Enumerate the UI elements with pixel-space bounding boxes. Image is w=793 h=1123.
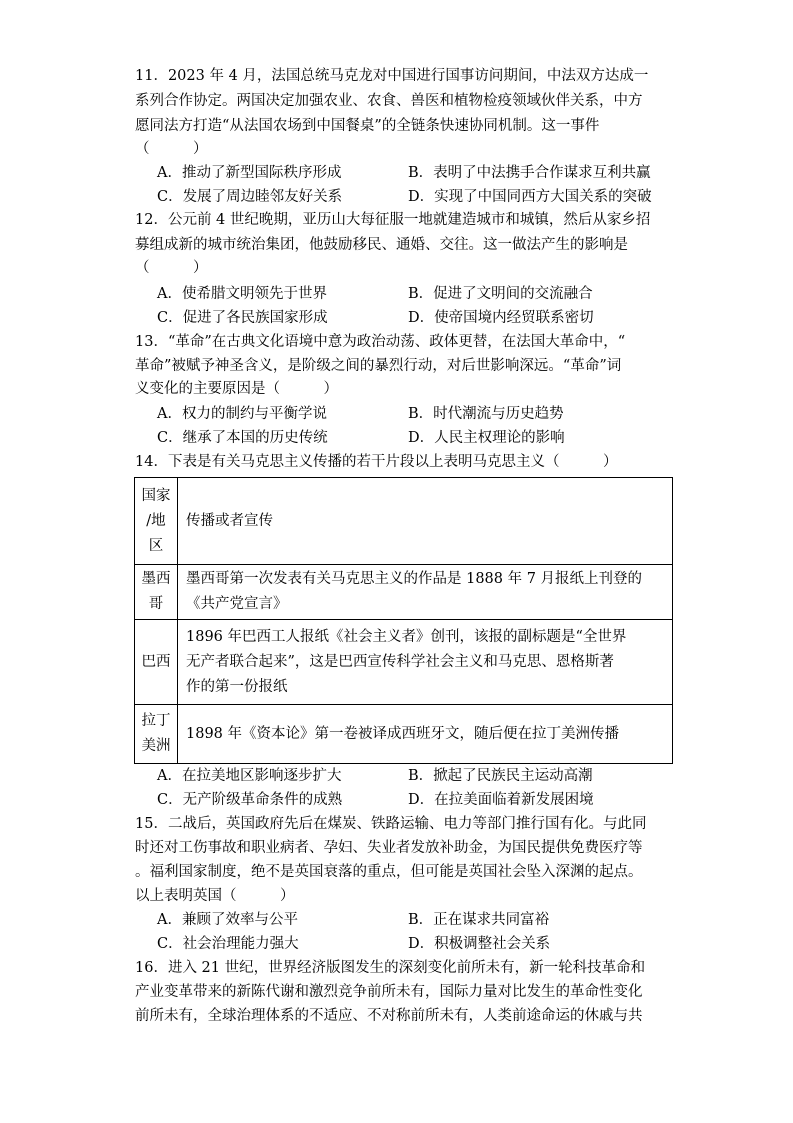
q14-option-a: A．在拉美地区影响逐步扩大	[157, 768, 342, 784]
q15-option-c: C．社会治理能力强大	[157, 936, 299, 952]
q13-line-1: 13．“革命”在古典文化语境中意为政治动荡、政体更替，在法国大革命中，“	[135, 334, 626, 350]
content-text: 1898 年《资本论》第一卷被译成西班牙文，随后便在拉丁美洲传播	[186, 725, 620, 742]
region-text: 美洲	[141, 738, 171, 754]
row-region-mexico	[135, 565, 178, 620]
q14-option-b: B．掀起了民族民主运动高潮	[408, 768, 593, 784]
q12-option-b: B．促进了文明间的交流融合	[408, 286, 593, 302]
q13-option-a: A．权力的制约与平衡学说	[157, 406, 327, 422]
table-header-region	[135, 478, 178, 565]
q14-option-c: C．无产阶级革命条件的成熟	[157, 792, 343, 808]
region-text: 拉丁	[141, 713, 171, 729]
q11-option-b: B．表明了中法携手合作谋求互利共赢	[408, 165, 651, 181]
marxism-spread-table	[134, 477, 673, 764]
q12-line-1: 12．公元前 4 世纪晚期，亚历山大每征服一地就建造城市和城镇，然后从家乡招	[135, 212, 651, 228]
q11-option-c: C．发展了周边睦邻友好关系	[157, 189, 343, 205]
header-region-text-3: 区	[148, 537, 164, 554]
q11-option-a: A．推动了新型国际秩序形成	[157, 165, 342, 181]
content-text: 墨西哥第一次发表有关马克思主义的作品是 1888 年 7 月报纸上刊登的	[186, 571, 643, 587]
q13-line-3: 义变化的主要原因是（ ）	[135, 381, 338, 397]
q11-line-2: 系列合作协定。两国决定加强农业、农食、兽医和植物检疫领域伙伴关系，中方	[135, 93, 643, 109]
table-row	[135, 565, 673, 620]
row-region-brazil	[135, 620, 178, 705]
q11-answer-blank: （ ）	[135, 141, 208, 157]
row-content-latin-america	[178, 705, 673, 764]
q13-option-b: B．时代潮流与历史趋势	[408, 406, 564, 422]
q15-option-a: A．兼顾了效率与公平	[157, 912, 298, 928]
region-text: 巴西	[141, 653, 171, 670]
q12-option-d: D．使帝国境内经贸联系密切	[408, 310, 594, 326]
table-row	[135, 705, 673, 764]
q13-option-d: D．人民主权理论的影响	[408, 430, 565, 446]
row-content-brazil	[178, 620, 673, 705]
q16-line-2: 产业变革带来的新陈代谢和激烈竞争前所未有，国际力量对比发生的革命性变化	[135, 984, 643, 1000]
region-text: 哥	[148, 596, 164, 612]
q16-line-1: 16．进入 21 世纪，世界经济版图发生的深刻变化前所未有，新一轮科技革命和	[135, 960, 646, 976]
q14-line-1: 14．下表是有关马克思主义传播的若干片段以上表明马克思主义（ ）	[135, 454, 618, 470]
table-row	[135, 620, 673, 705]
q12-option-a: A．使希腊文明领先于世界	[157, 286, 327, 302]
q13-line-2: 革命”被赋予神圣含义，是阶级之间的暴烈行动，对后世影响深远。“革命”词	[135, 358, 622, 374]
q15-line-4: 以上表明英国（ ）	[135, 888, 295, 904]
row-region-latin-america	[135, 705, 178, 764]
q11-line-1: 11．2023 年 4 月，法国总统马克龙对中国进行国事访问期间，中法双方达成一	[135, 68, 649, 84]
q15-option-b: B．正在谋求共同富裕	[408, 912, 550, 928]
content-text: 作的第一份报纸	[186, 678, 288, 695]
q15-line-1: 15．二战后，英国政府先后在煤炭、铁路运输、电力等部门推行国有化。与此同	[135, 816, 647, 832]
q15-line-2: 时还对工伤事故和职业病者、孕妇、失业者发放补助金，为国民提供免费医疗等	[135, 840, 643, 856]
content-text: 《共产党宣言》	[186, 596, 288, 612]
q14-option-d: D．在拉美面临着新发展困境	[408, 792, 594, 808]
table-header-content: 传播或者宣传	[178, 478, 673, 565]
row-content-mexico	[178, 565, 673, 620]
q12-line-2: 募组成新的城市统治集团，他鼓励移民、通婚、交往。这一做法产生的影响是	[135, 237, 628, 253]
header-region-text-2: /地	[146, 512, 166, 529]
q15-line-3: 。福利国家制度，绝不是英国衰落的重点，但可能是英国社会坠入深渊的起点。	[135, 864, 643, 880]
content-text: 1896 年巴西工人报纸《社会主义者》创刊，该报的副标题是“全世界	[186, 628, 627, 645]
q15-option-d: D．积极调整社会关系	[408, 936, 551, 952]
q12-answer-blank: （ ）	[135, 260, 208, 276]
header-region-text-1: 国家	[141, 487, 171, 504]
content-text: 无产者联合起来”，这是巴西宣传科学社会主义和马克思、恩格斯著	[186, 653, 614, 670]
q16-line-3: 前所未有，全球治理体系的不适应、不对称前所未有，人类前途命运的休戚与共	[135, 1008, 643, 1024]
q12-option-c: C．促进了各民族国家形成	[157, 310, 328, 326]
region-text: 墨西	[141, 571, 171, 587]
q11-option-d: D．实现了中国同西方大国关系的突破	[408, 189, 652, 205]
q13-option-c: C．继承了本国的历史传统	[157, 430, 328, 446]
q11-line-3: 愿同法方打造“从法国农场到中国餐桌”的全链条快速协同机制。这一事件	[135, 118, 600, 134]
table-header-row	[135, 478, 673, 565]
